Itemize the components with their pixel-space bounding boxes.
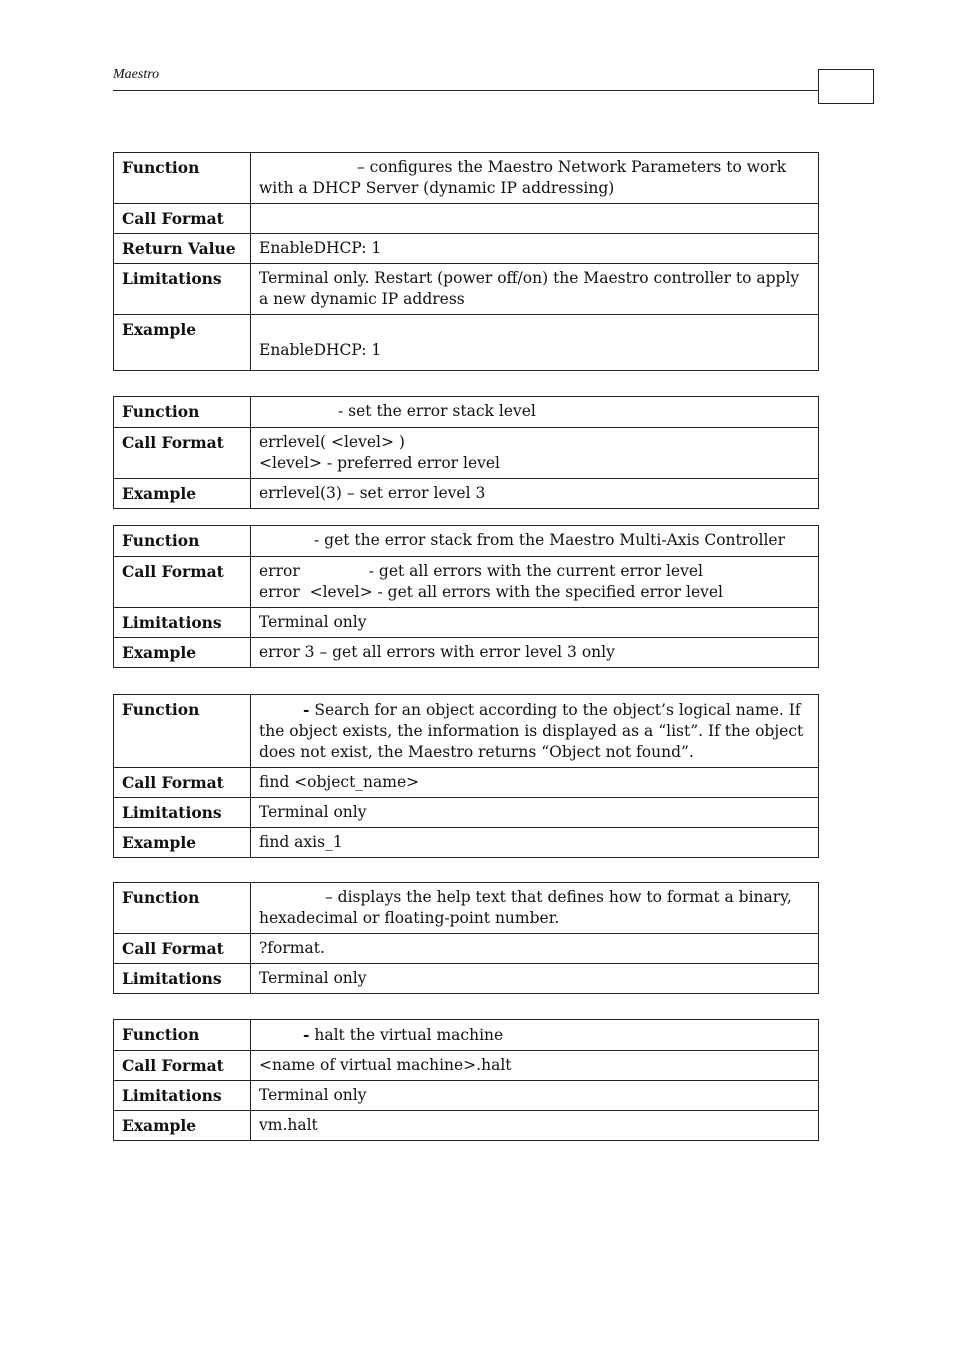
row-value [251,557,819,608]
row-key: Limitations [114,964,251,994]
call-format-line: errlevel( <level> ) [259,433,405,451]
row-value: ?format. [251,934,819,964]
table-row [114,883,819,934]
row-key: Call Format [114,428,251,479]
row-value: find axis_1 [251,828,819,858]
row-value [251,397,819,428]
row-key: Example [114,315,251,371]
row-key: Example [114,1111,251,1141]
table-row [114,828,819,858]
table-row [114,526,819,557]
row-value: Terminal only [251,964,819,994]
find-table [113,694,819,858]
row-value [251,1020,819,1051]
table-row [114,1111,819,1141]
row-key: Return Value [114,234,251,264]
table-row [114,798,819,828]
row-key: Example [114,638,251,668]
call-format-line: <level> - preferred error level [259,454,501,472]
row-key: Call Format [114,768,251,798]
table-row [114,1081,819,1111]
table-row [114,1051,819,1081]
row-value [251,883,819,934]
row-key: Call Format [114,1051,251,1081]
row-key: Function [114,1020,251,1051]
header-rule [113,90,818,91]
function-description: halt the virtual machine [314,1026,504,1044]
row-key: Limitations [114,608,251,638]
row-key: Limitations [114,798,251,828]
row-value [251,153,819,204]
row-key: Limitations [114,1081,251,1111]
row-value [251,526,819,557]
row-value [251,428,819,479]
table-row [114,264,819,315]
row-key: Function [114,153,251,204]
table-row [114,638,819,668]
example-text: EnableDHCP: 1 [259,341,382,359]
row-value: Terminal only. Restart (power off/on) the Maestro controller to apply a new dynamic IP address [251,264,819,315]
table-row [114,234,819,264]
table-row [114,768,819,798]
row-value: error 3 – get all errors with error level 3 only [251,638,819,668]
row-value: Terminal only [251,608,819,638]
call-format-line: error <level> - get all errors with the specified error level [259,583,724,601]
row-key: Call Format [114,557,251,608]
row-key: Function [114,695,251,768]
row-key: Function [114,397,251,428]
errlevel-table [113,396,819,509]
function-dash: - [303,1025,310,1044]
table-row [114,397,819,428]
table-row [114,557,819,608]
row-value: Terminal only [251,1081,819,1111]
call-format-desc: - get all errors with the current error level [368,562,703,580]
function-dash: - [303,700,310,719]
function-description: Search for an object according to the object’s logical name. If the object exists, the information is displayed as a “list”. If the object does not exist, the Maestro returns “Object not found”. [259,701,804,761]
row-value: <name of virtual machine>.halt [251,1051,819,1081]
row-value: EnableDHCP: 1 [251,234,819,264]
row-value [251,695,819,768]
table-row [114,479,819,509]
page-number-box [818,69,874,104]
row-key: Call Format [114,204,251,234]
function-description: - set the error stack level [338,402,536,420]
row-value: Terminal only [251,798,819,828]
row-key: Example [114,828,251,858]
halt-table [113,1019,819,1141]
table-row [114,153,819,204]
row-value [251,315,819,371]
row-value: find <object_name> [251,768,819,798]
row-value [251,204,819,234]
row-key: Function [114,526,251,557]
call-format-line [259,561,810,582]
table-row [114,428,819,479]
row-key: Example [114,479,251,509]
function-description: – displays the help text that defines how to format a binary, hexadecimal or floating-point number. [259,888,792,927]
function-description: – configures the Maestro Network Parameters to work with a DHCP Server (dynamic IP addressing) [259,158,787,197]
table-row [114,1020,819,1051]
table-row [114,204,819,234]
table-row [114,934,819,964]
table-row [114,608,819,638]
row-value: errlevel(3) – set error level 3 [251,479,819,509]
row-key: Limitations [114,264,251,315]
error-table [113,525,819,668]
function-description: - get the error stack from the Maestro Multi-Axis Controller [314,531,786,549]
row-key: Function [114,883,251,934]
table-row [114,315,819,371]
table-row [114,964,819,994]
header-title: Maestro [113,67,160,82]
enabledhcp-table [113,152,819,371]
format-table [113,882,819,994]
call-format-command: error [259,562,300,580]
row-value: vm.halt [251,1111,819,1141]
row-key: Call Format [114,934,251,964]
table-row [114,695,819,768]
